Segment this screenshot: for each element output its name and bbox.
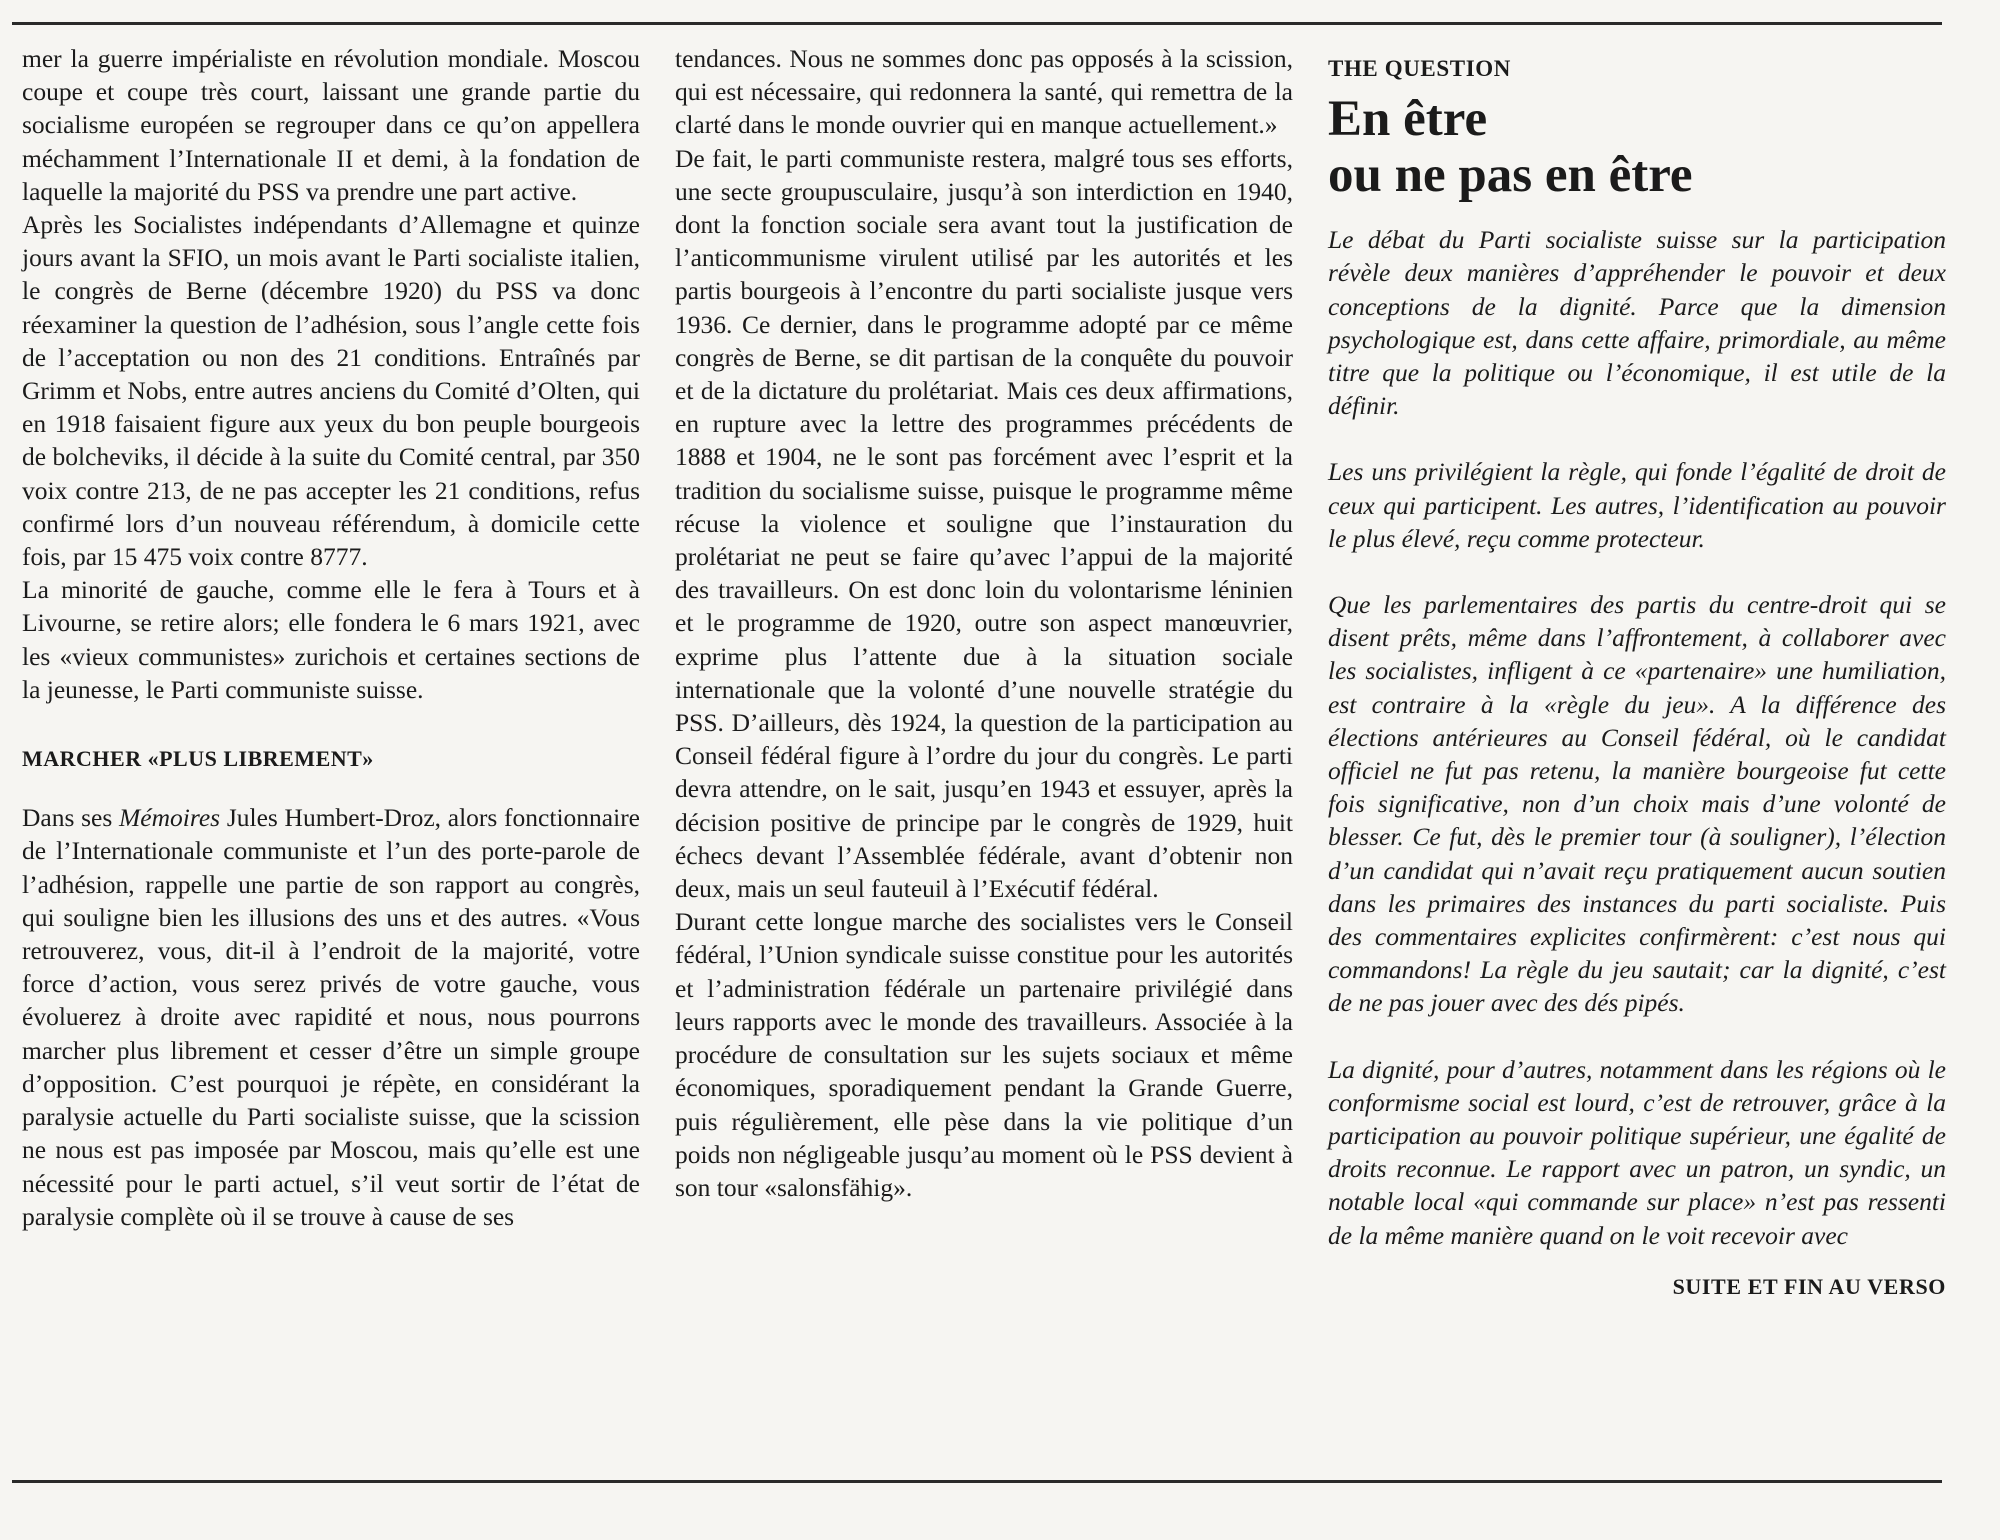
memoires-title: Mémoires	[119, 803, 221, 833]
column-2	[675, 42, 1293, 1472]
para4-text-start: Dans ses	[22, 803, 113, 833]
col1-paragraph-1: mer la guerre impérialiste en révolution mondiale. Moscou coupe et coupe très court, laissant une grande partie du socialisme européen se regrouper dans ce qu’on appellera méchamment l’Internationale II et demi, à la fondation de laquelle la majorité du PSS va prendre une part active.	[22, 44, 640, 206]
bottom-rule	[12, 1480, 1942, 1483]
column-1	[22, 42, 640, 1472]
col2-paragraph-2: De fait, le parti communiste restera, malgré tous ses efforts, une secte groupusculaire, jusqu’à son interdiction en 1940, dont la fonction sociale sera avant tout la justification de l’anticommunisme virulent utilisé par les autorités et les partis bourgeois à l’encontre du parti socialiste jusque vers 1936. Ce dernier, dans le programme adopté par ce même congrès de Berne, se dit partisan de la conquête du pouvoir et de la dictature du prolétariat. Mais ces deux affirmations, en rupture avec la lettre des programmes précédents de 1888 et 1904, ne le sont pas forcément avec l’esprit et la tradition du socialisme suisse, puisque le programme même récuse la violence et souligne que l’instauration du prolétariat ne peut se faire qu’avec l’appui de la majorité des travailleurs. On est donc loin du volontarisme léninien et le programme de 1920, outre son aspect manœuvrier, exprime plus l’attente due à la situation sociale internationale que la volonté d’une nouvelle stratégie du PSS. D’ailleurs, dès 1924, la question de la participation au Conseil fédéral figure à l’ordre du jour du congrès. Le parti devra attendre, on le sait, jusqu’en 1943 et essuyer, après la décision positive de principe par le congrès de 1929, huit échecs devant l’Assemblée fédérale, avant d’obtenir non deux, mais un seul fauteuil à l’Exécutif fédéral.	[675, 143, 1293, 904]
column-3	[1328, 42, 1946, 1472]
col1-paragraph-2: Après les Socialistes indépendants d’Allemagne et quinze jours avant la SFIO, un mois avant le Parti socialiste italien, le congrès de Berne (décembre 1920) du PSS va donc réexaminer la question de l’adhésion, sous l’angle cette fois de l’acceptation ou non des 21 conditions. Entraînés par Grimm et Nobs, entre autres anciens du Comité d’Olten, qui en 1918 faisaient figure aux yeux du bon peuple bourgeois de bolcheviks, il décide à la suite du Comité central, par 350 voix contre 213, de ne pas accepter les 21 conditions, refus confirmé lors d’un nouveau référendum, à domicile cette fois, par 15 475 voix contre 8777.	[22, 210, 640, 572]
col1-paragraph-3: La minorité de gauche, comme elle le fera à Tours et à Livourne, se retire alors; elle fondera le 6 mars 1921, avec les «vieux communistes» zurichois et certaines sections de la jeunesse, le Parti communiste suisse.	[22, 575, 640, 704]
col3-paragraph-3: Que les parlementaires des partis du centre-droit qui se disent prêts, même dans l’affrontement, à collaborer avec les socialistes, infligent à ce «partenaire» une humiliation, est contraire à la «règle du jeu». A la différence des élections antérieures au Conseil fédéral, où le candidat officiel ne fut pas retenu, la manière bourgeoise fut cette fois significative, non d’un choix mais d’une volonté de blesser. Ce fut, dès le premier tour (à souligner), l’élection d’un candidat qui n’avait reçu pratiquement aucun soutien dans les primaires des instances du parti socialiste. Puis des commentaires explicites confirmèrent: c’est nous qui commandons! La règle du jeu sautait; car la dignité, c’est de ne pas jouer avec des dés pipés.	[1328, 590, 1946, 1018]
continued-note: SUITE ET FIN AU VERSO	[1672, 1273, 1946, 1299]
col3-paragraph-2: Les uns privilégient la règle, qui fonde l’égalité de droit de ceux qui participent. Les autres, l’identification au pouvoir le plus élevé, reçu comme protecteur.	[1328, 457, 1946, 553]
article-page	[22, 42, 1946, 1472]
headline-line-2: ou ne pas en être	[1328, 147, 1693, 204]
section-kicker: THE QUESTION	[1328, 56, 1511, 81]
col2-paragraph-1: tendances. Nous ne sommes donc pas opposés à la scission, qui est nécessaire, qui redonnera la santé, qui remettra de la clarté dans le monde ouvrier qui en manque actuellement.»	[675, 44, 1293, 140]
para4-text-rest: Jules Humbert-Droz, alors fonctionnaire de l’Internationale communiste et l’un des porte-parole de l’adhésion, rappelle une partie de son rapport au congrès, qui souligne bien les illusions des uns et des autres. «Vous retrouverez, vous, dit-il à l’endroit de la majorité, votre force d’action, vous serez privés de votre gauche, vous évoluerez à droite avec rapidité et nous, nous pourrons marcher plus librement et cesser d’être un simple groupe d’opposition. C’est pourquoi je répète, en considérant la paralysie actuelle du Parti socialiste suisse, que la scission ne nous est pas imposée par Moscou, mais qu’elle est une nécessité pour le parti actuel, s’il veut sortir de l’état de paralysie complète où il se trouve à cause de ses	[22, 803, 641, 1231]
col2-paragraph-3: Durant cette longue marche des socialistes vers le Conseil fédéral, l’Union syndicale suisse constitue pour les autorités et l’administration fédérale un partenaire privilégié dans leurs rapports avec le monde des travailleurs. Associée à la procédure de consultation sur les sujets sociaux et même économiques, sporadiquement pendant la Grande Guerre, puis régulièrement, elle pèse dans la vie politique d’un poids non négligeable jusqu’au moment où le PSS devient à son tour «salonsfähig».	[675, 907, 1293, 1202]
section-subheading: MARCHER «PLUS LIBREMENT»	[22, 746, 374, 772]
headline	[1328, 91, 1946, 203]
headline-line-1: En être	[1328, 91, 1488, 148]
col3-paragraph-4: La dignité, pour d’autres, notamment dans les régions où le conformisme social est lourd, c’est de retrouver, grâce à la participation au pouvoir politique supérieur, une égalité de droits reconnue. Le rapport avec un patron, un syndic, un notable local «qui commande sur place» n’est pas ressenti de la même manière quand on le voit recevoir avec	[1328, 1054, 1946, 1250]
top-rule	[12, 22, 1942, 25]
col3-paragraph-1: Le débat du Parti socialiste suisse sur la participation révèle deux manières d’appréhender le pouvoir et deux conceptions de la dignité. Parce que la dimension psychologique est, dans cette affaire, primordiale, au même titre que la politique ou l’économique, il est utile de la définir.	[1328, 225, 1946, 421]
col1-paragraph-4	[22, 801, 640, 1233]
